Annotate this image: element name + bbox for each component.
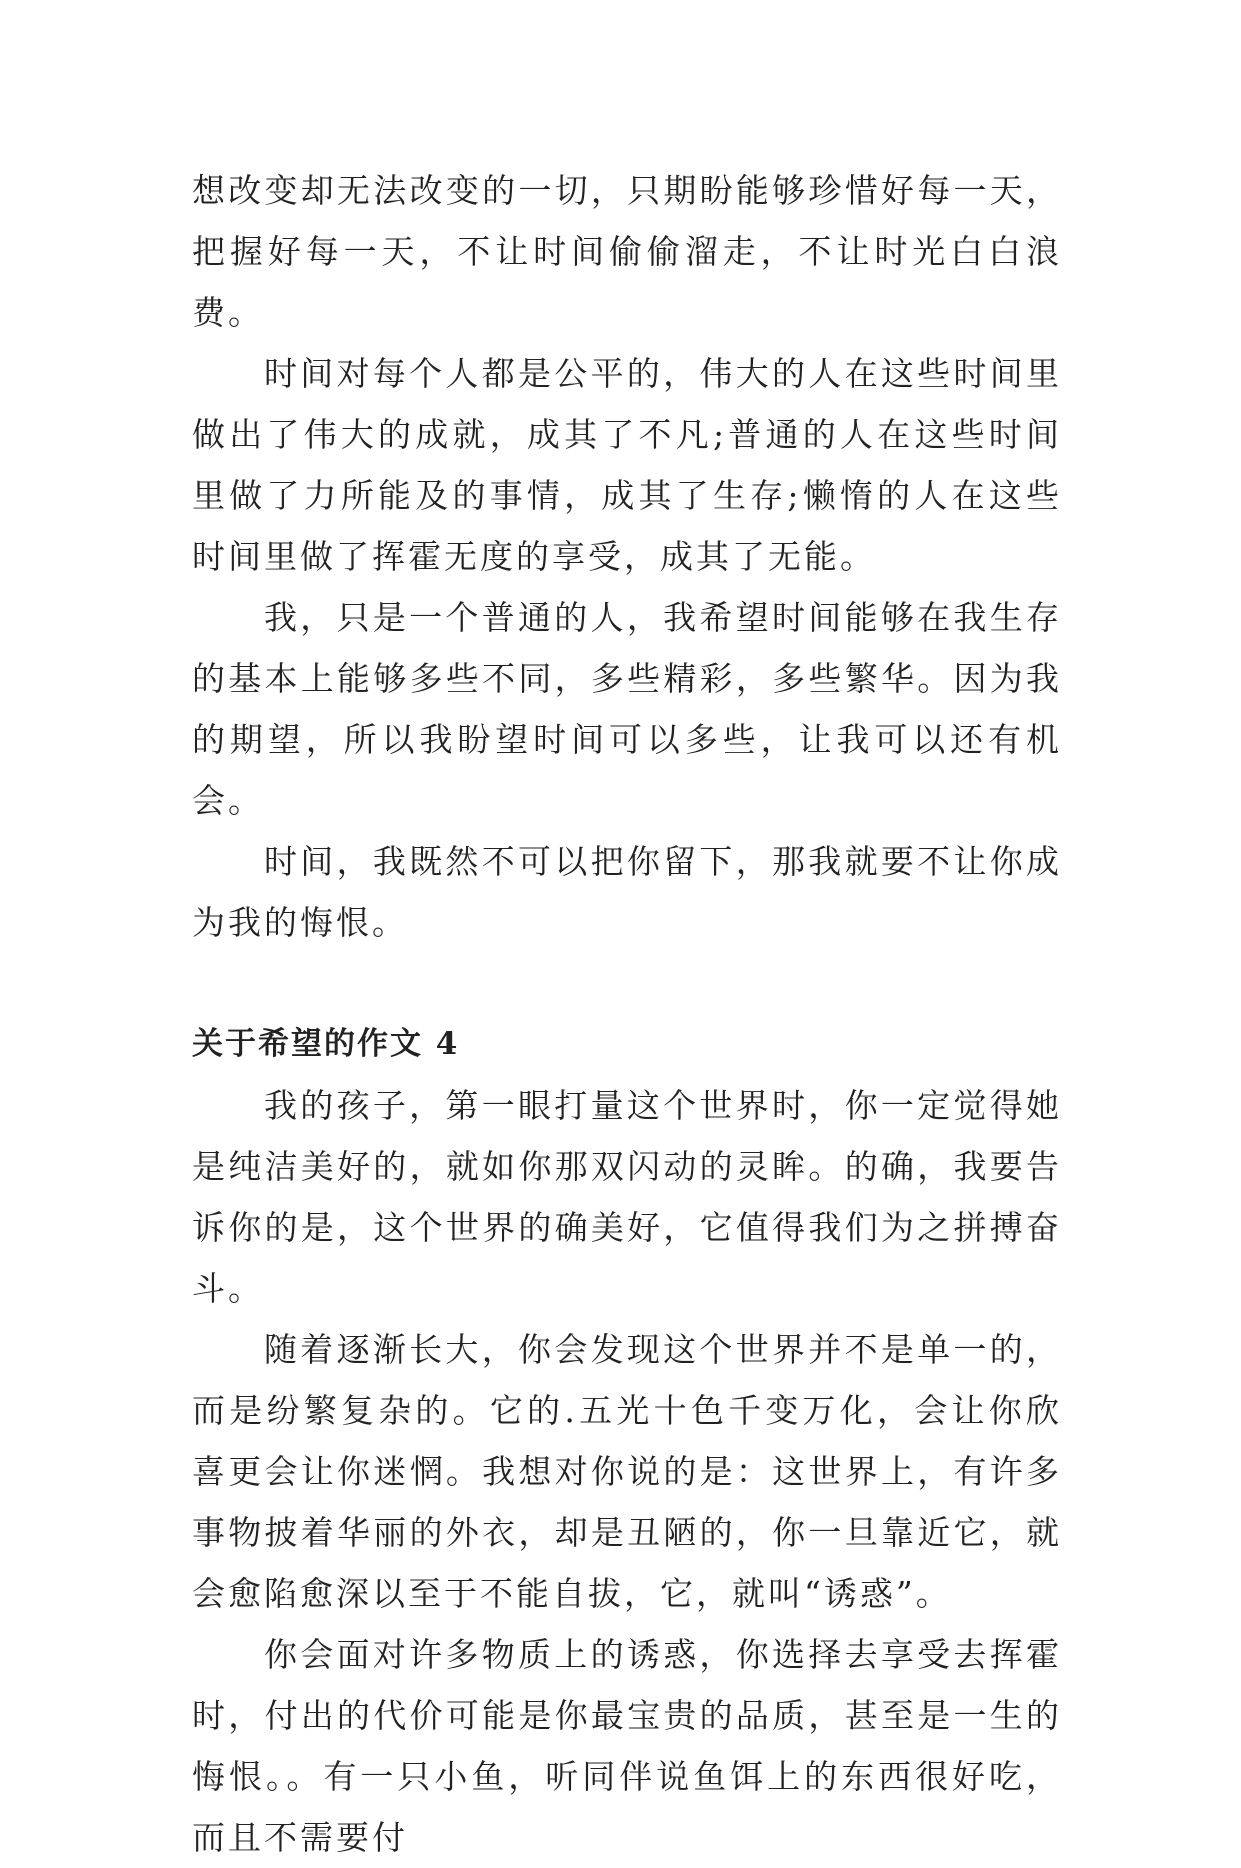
paragraph-my-child: 我的孩子，第一眼打量这个世界时，你一定觉得她是纯洁美好的，就如你那双闪动的灵眸。的确，我要告诉你的是，这个世界的确美好，它值得我们为之拼搏奋斗。: [192, 1086, 1062, 1308]
paragraph-time-fairness: 时间对每个人都是公平的，伟大的人在这些时间里做出了伟大的成就，成其了不凡;普通的人在这些时间里做了力所能及的事情，成其了生存;懒惰的人在这些时间里做了挥霍无度的享受，成其了无能。: [192, 354, 1062, 576]
paragraph-continuation: 想改变却无法改变的一切，只期盼能够珍惜好每一天，把握好每一天，不让时间偷偷溜走，不让时光白白浪费。: [192, 171, 1062, 332]
paragraph-no-regret: 时间，我既然不可以把你留下，那我就要不让你成为我的悔恨。: [192, 842, 1062, 942]
paragraph-growing-up: 随着逐渐长大，你会发现这个世界并不是单一的，而是纷繁复杂的。它的.五光十色千变万化，会让你欣喜更会让你迷惘。我想对你说的是：这世界上，有许多事物披着华丽的外衣，却是丑陋的，你一旦靠近它，就会愈陷愈深以至于不能自拔，它，就叫“诱惑”。: [192, 1330, 1062, 1613]
paragraph-temptation: 你会面对许多物质上的诱惑，你选择去享受去挥霍时，付出的代价可能是你最宝贵的品质，甚至是一生的悔恨。。有一只小鱼，听同伴说鱼饵上的东西很好吃，而且不需要付: [192, 1635, 1062, 1857]
essay-body: [192, 160, 1062, 1868]
paragraph-ordinary-person: 我，只是一个普通的人，我希望时间能够在我生存的基本上能够多些不同，多些精彩，多些繁华。因为我的期望，所以我盼望时间可以多些，让我可以还有机会。: [192, 598, 1062, 820]
section-title: 关于希望的作文 4: [192, 1026, 460, 1062]
